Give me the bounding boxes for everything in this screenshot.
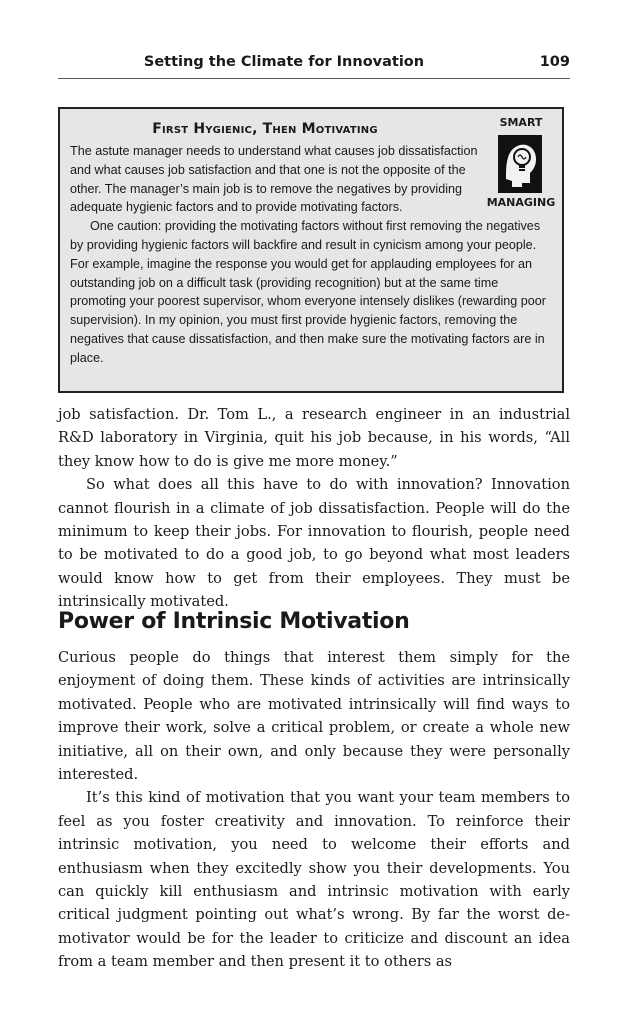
section-paragraph: Curious people do things that interest them simply for the enjoyment of doing them. These kinds of activities are intrinsically motivated. People who are motivated intrinsically will find ways to improve their work, solve a critical problem, or create a whole new initiative, all on their own, and only because they were personally interested. — [58, 649, 570, 784]
running-header — [58, 52, 570, 79]
body-text-top — [58, 403, 570, 614]
badge-label-bottom: MANAGING — [486, 196, 556, 209]
section-paragraph: It’s this kind of motivation that you want your team members to feel as you foster creativity and innovation. To reinforce their intrinsic motivation, you need to welcome their efforts and enthusiasm when they excitedly show you their developments. You can quickly kill enthusiasm and intrinsic motivation with early critical judgment pointing out what’s wrong. By far the worst de-motivator would be for the leader to criticize and discount an idea from a team member and then present it to others as — [58, 789, 570, 971]
body-paragraph: So what does all this have to do with innovation? Innovation cannot flourish in a climate of job dissatisfaction. People will do the minimum to keep their jobs. For innovation to flourish, people need to be motivated to do a good job, to go beyond what most leaders would know how to get from their employees. They must be intrinsically motivated. — [58, 476, 570, 611]
sidebar-title-text: First Hygienic, Then Motivating — [152, 121, 378, 137]
sidebar-title — [120, 121, 410, 137]
section-heading: Power of Intrinsic Motivation — [58, 609, 410, 634]
badge-label-top: SMART — [499, 116, 543, 129]
smart-managing-sidebar — [58, 107, 564, 393]
sidebar-paragraph: One caution: providing the motivating factors without first removing the negatives by providing hygienic factors will backfire and result in cynicism among your people. For example, imagine the response you would get for applauding employees for an outstanding job on a difficult task (providing recognition) but at the same time promoting your poorest supervisor, whom everyone intensely dislikes (rewarding poor supervision). In my opinion, you must first provide hygienic factors, removing the negatives that cause dissatisfaction, and then make sure the motivating factors are in place. — [70, 219, 546, 365]
running-header-title: Setting the Climate for Innovation — [143, 54, 425, 70]
sidebar-body — [70, 142, 556, 368]
sidebar-paragraph: The astute manager needs to understand what causes job dissatisfaction and what causes job satisfaction and that one is not the opposite of the other. The manager’s main job is to remove the negatives by providing adequate hygienic factors and to provide motivating factors. — [70, 144, 478, 215]
page-number: 109 — [539, 54, 570, 70]
section-body — [58, 646, 570, 974]
body-paragraph: job satisfaction. Dr. Tom L., a research engineer in an industrial R&D laboratory in Virginia, quit his job because, in his words, “All they know how to do is give me more money.” — [58, 406, 570, 470]
